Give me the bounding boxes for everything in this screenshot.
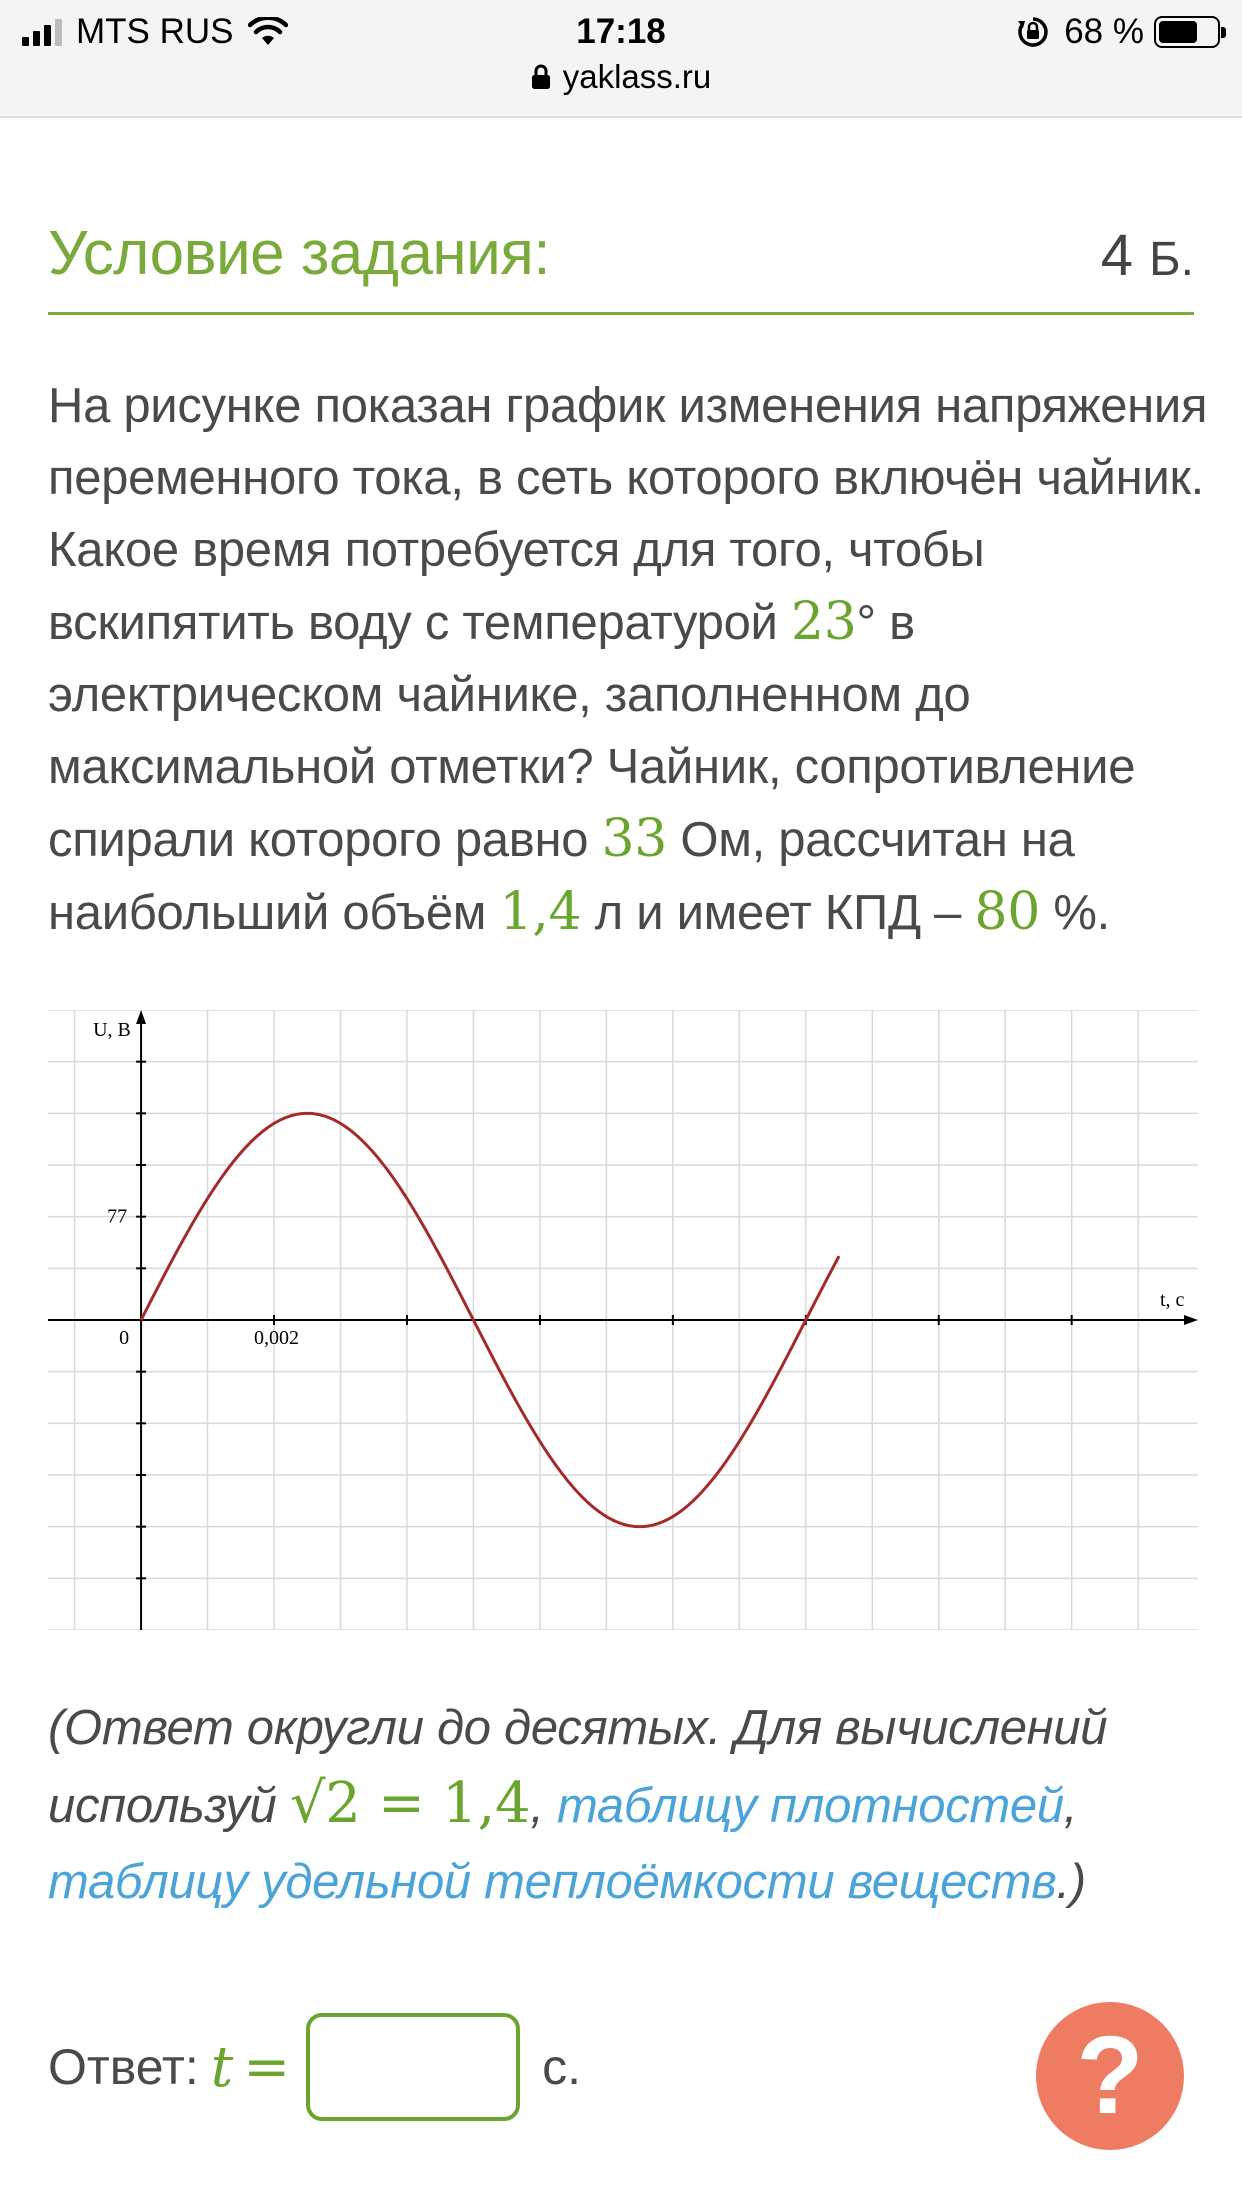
padlock-icon [531, 64, 551, 90]
answer-variable: t [210, 2034, 234, 2100]
help-button[interactable]: ? [1036, 2002, 1184, 2150]
heat-capacity-table-link[interactable]: таблицу удельной теплоёмкости веществ [48, 1855, 1057, 1909]
answer-unit: с. [542, 2039, 582, 2095]
hint-text [48, 1690, 1208, 1920]
hint-part: , [1063, 1779, 1078, 1833]
origin-label: 0 [119, 1327, 130, 1349]
problem-text-part: На рисунке показан график изменения напряжения переменного тока, в сеть которого включён чайник. Какое время потребуется для того, чтобы вскипятить воду с температурой [48, 379, 1208, 650]
x-axis-arrow [1184, 1315, 1198, 1325]
battery-icon [1154, 16, 1220, 48]
clock: 17:18 [576, 12, 666, 51]
voltage-chart [48, 1010, 1198, 1630]
resistance-value: 33 [601, 809, 668, 869]
y-tick-label: 77 [107, 1205, 128, 1228]
status-bar [0, 0, 1242, 118]
url-text: yaklass.ru [562, 58, 712, 95]
answer-row [48, 2012, 581, 2122]
task-heading: Условие задания: [48, 219, 551, 288]
volume-value: 1,4 [499, 882, 582, 942]
task-score [1101, 222, 1194, 289]
answer-input[interactable] [306, 2013, 520, 2121]
problem-text-part: %. [1040, 886, 1110, 940]
y-axis-label: U, В [93, 1019, 131, 1041]
temperature-value: 23 [790, 592, 857, 652]
score-value: 4 [1100, 223, 1134, 288]
hint-part: , [530, 1779, 557, 1833]
hint-part: .) [1056, 1855, 1086, 1909]
carrier-name: MTS RUS [76, 12, 234, 51]
problem-text [48, 370, 1208, 949]
problem-text-part: л и имеет КПД – [581, 886, 975, 940]
problem-text-part: Ом, рассчитан на наибольший объём [48, 813, 1075, 940]
efficiency-value: 80 [974, 882, 1040, 942]
x-tick-label: 0,002 [254, 1327, 300, 1349]
answer-label: Ответ: [48, 2039, 199, 2095]
heading-divider [48, 312, 1194, 315]
x-axis-label: t, с [1160, 1289, 1185, 1311]
score-unit: Б. [1149, 233, 1194, 286]
answer-equals: = [243, 2034, 291, 2100]
status-right [1016, 12, 1220, 52]
density-table-link[interactable]: таблицу плотностей [556, 1779, 1064, 1833]
problem-text-part: ° в электрическом чайнике, заполненном до максимальной отметки? Чайник, сопротивление спирали которого равно [48, 596, 1136, 867]
hint-part: (Ответ округли до десятых. Для вычислений используй [48, 1701, 1108, 1833]
sqrt-formula: √2 = 1,4 [289, 1771, 531, 1836]
url-bar[interactable] [0, 58, 1242, 96]
y-axis-arrow [136, 1010, 146, 1024]
battery-percent: 68 % [1064, 12, 1144, 51]
rotation-lock-icon [1016, 15, 1050, 49]
